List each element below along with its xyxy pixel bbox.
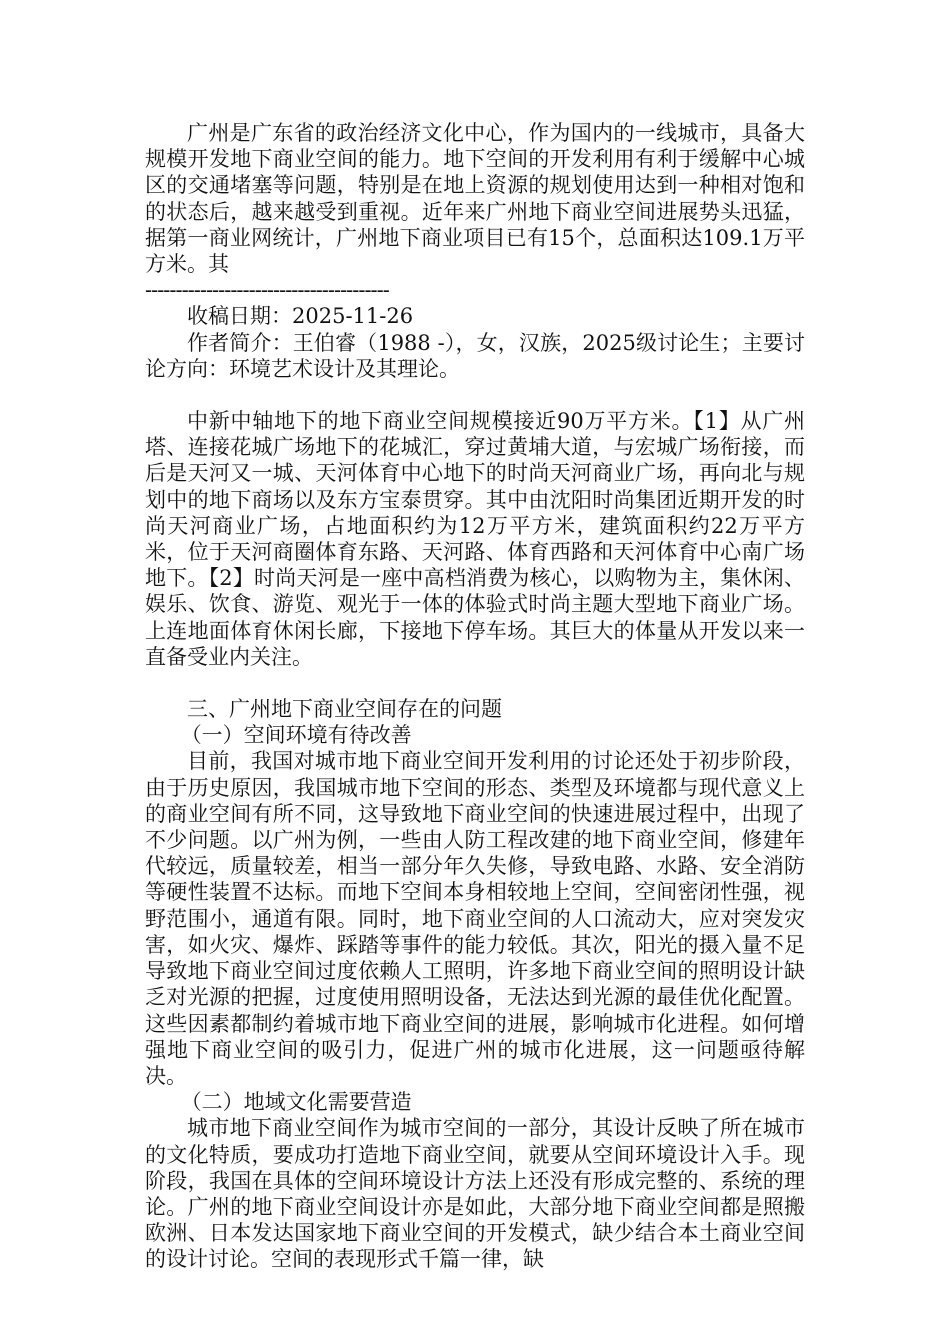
- author-bio: 作者简介：王伯睿（1988 -），女，汉族，2025级讨论生；主要讨论方向：环境艺术设计及其理论。: [145, 330, 805, 381]
- section-heading-3: 三、广州地下商业空间存在的问题: [187, 697, 502, 722]
- spacer: [145, 382, 805, 408]
- document-body: [145, 120, 805, 1273]
- paragraph-axis: 中新中轴地下的地下商业空间规模接近90万平方米。【1】从广州塔、连接花城广场地下的花城汇，穿过黄埔大道，与宏城广场衔接，而后是天河又一城、天河体育中心地下的时尚天河商业广场，再向北与规划中的地下商场以及东方宝泰贯穿。其中由沈阳时尚集团近期开发的时尚天河商业广场，占地面积约为12万平方米，建筑面积约22万平方米，位于天河商圈体育东路、天河路、体育西路和天河体育中心南广场地下。【2】时尚天河是一座中高档消费为核心，以购物为主，集休闲、娱乐、饮食、游览、观光于一体的体验式时尚主题大型地下商业广场。上连地面体育休闲长廊，下接地下停车场。其巨大的体量从开发以来一直备受业内关注。: [145, 409, 805, 669]
- subsection-heading-1: （一）空间环境有待改善: [180, 723, 412, 748]
- paragraph-intro: 广州是广东省的政治经济文化中心，作为国内的一线城市，具备大规模开发地下商业空间的能力。地下空间的开发利用有利于缓解中心城区的交通堵塞等问题，特别是在地上资源的规划使用达到一种相对饱和的状态后，越来越受到重视。近年来广州地下商业空间进展势头迅猛，据第一商业网统计，广州地下商业项目已有15个，总面积达109.1万平方米。其: [145, 121, 805, 277]
- paragraph-culture: 城市地下商业空间作为城市空间的一部分，其设计反映了所在城市的文化特质，要成功打造地下商业空间，就要从空间环境设计入手。现阶段，我国在具体的空间环境设计方法上还没有形成完整的、系统的理论。广州的地下商业空间设计亦是如此，大部分地下商业空间都是照搬欧洲、日本发达国家地下商业空间的开发模式，缺少结合本土商业空间的设计讨论。空间的表现形式千篇一律，缺: [145, 1116, 805, 1272]
- spacer: [145, 670, 805, 696]
- subsection-heading-2: （二）地域文化需要营造: [180, 1090, 412, 1115]
- paragraph-environment: 目前，我国对城市地下商业空间开发利用的讨论还处于初步阶段，由于历史原因，我国城市地下空间的形态、类型及环境都与现代意义上的商业空间有所不同，这导致地下商业空间的快速进展过程中，出现了不少问题。以广州为例，一些由人防工程改建的地下商业空间，修建年代较远，质量较差，相当一部分年久失修，导致电路、水路、安全消防等硬性装置不达标。而地下空间本身相较地上空间，空间密闭性强，视野范围小，通道有限。同时，地下商业空间的人口流动大，应对突发灾害，如火灾、爆炸、踩踏等事件的能力较低。其次，阳光的摄入量不足导致地下商业空间过度依赖人工照明，许多地下商业空间的照明设计缺乏对光源的把握，过度使用照明设备，无法达到光源的最佳优化配置。这些因素都制约着城市地下商业空间的进展，影响城市化进程。如何增强地下商业空间的吸引力，促进广州的城市化进展，这一问题亟待解决。: [145, 749, 805, 1088]
- received-date: 收稿日期：2025-11-26: [187, 304, 414, 329]
- footnote-separator: ----------------------------------------: [145, 278, 389, 303]
